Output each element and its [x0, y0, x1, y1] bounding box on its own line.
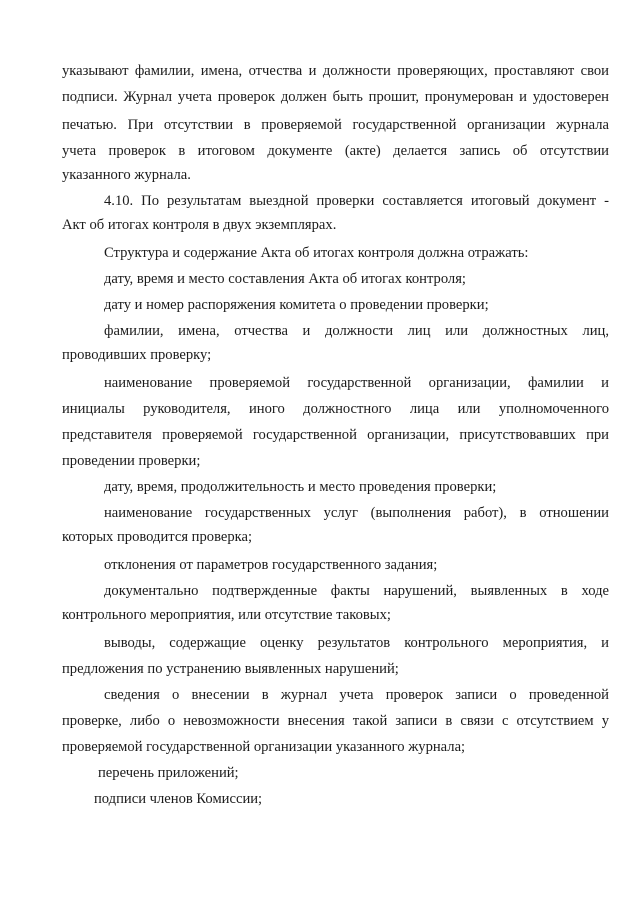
text-line: подписи. Журнал учета проверок должен быть прошит, пронумерован и удостоверен — [62, 89, 609, 105]
list-item-continuation: проводивших проверку; — [62, 347, 212, 363]
list-item: дату, время и место составления Акта об итогах контроля; — [104, 271, 466, 287]
text-line: указанного журнала. — [62, 167, 191, 183]
section-heading-line: 4.10. По результатам выездной проверки составляется итоговый документ - — [104, 193, 609, 209]
list-item-continuation: проверяемой государственной организации указанного журнала; — [62, 739, 466, 755]
list-item: наименование проверяемой государственной организации, фамилии и — [104, 375, 609, 391]
text-line: указывают фамилии, имена, отчества и должности проверяющих, проставляют свои — [62, 63, 609, 79]
list-item: отклонения от параметров государственного задания; — [104, 557, 438, 573]
list-item-continuation: проверке, либо о невозможности внесения такой записи в связи с отсутствием у — [62, 713, 609, 729]
text-line: учета проверок в итоговом документе (акте) делается запись об отсутствии — [62, 143, 609, 159]
list-item: подписи членов Комиссии; — [94, 791, 263, 807]
list-item: наименование государственных услуг (выполнения работ), в отношении — [104, 505, 609, 521]
text-line: Акт об итогах контроля в двух экземплярах. — [62, 217, 337, 233]
text-line: печатью. При отсутствии в проверяемой государственной организации журнала — [62, 117, 609, 133]
list-item-continuation: представителя проверяемой государственной организации, присутствовавших при — [62, 427, 609, 443]
list-item: документально подтвержденные факты нарушений, выявленных в ходе — [104, 583, 609, 599]
list-item: фамилии, имена, отчества и должности лиц или должностных лиц, — [104, 323, 609, 339]
list-item-continuation: проведении проверки; — [62, 453, 201, 469]
list-item: выводы, содержащие оценку результатов контрольного мероприятия, и — [104, 635, 609, 651]
text-line: Структура и содержание Акта об итогах контроля должна отражать: — [104, 245, 529, 261]
list-item-continuation: которых проводится проверка; — [62, 529, 253, 545]
list-item: дату и номер распоряжения комитета о проведении проверки; — [104, 297, 489, 313]
list-item: сведения о внесении в журнал учета проверок записи о проведенной — [104, 687, 609, 703]
list-item-continuation: предложения по устранению выявленных нарушений; — [62, 661, 399, 677]
list-item: дату, время, продолжительность и место проведения проверки; — [104, 479, 497, 495]
list-item-continuation: инициалы руководителя, иного должностного лица или уполномоченного — [62, 401, 609, 417]
list-item-continuation: контрольного мероприятия, или отсутствие таковых; — [62, 607, 391, 623]
list-item: перечень приложений; — [98, 765, 239, 781]
